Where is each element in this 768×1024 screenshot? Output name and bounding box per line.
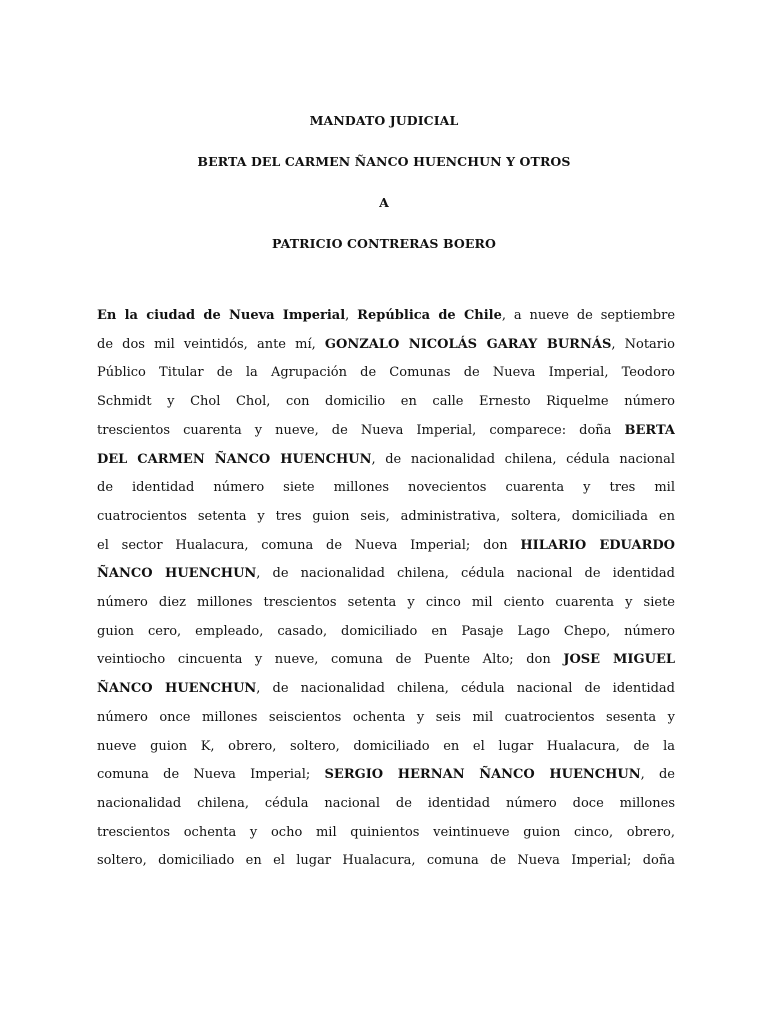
body-line: de identidad número siete millones novecientos cuarenta y tres mil <box>97 480 675 496</box>
body-line <box>97 446 675 475</box>
text-run: de dos mil veintidós, ante mí, <box>97 336 325 352</box>
body-line <box>97 302 675 331</box>
document-body <box>97 302 675 876</box>
text-run: comuna de Nueva Imperial; <box>97 767 325 783</box>
body-line: número diez millones trescientos setenta y cinco mil ciento cuarenta y siete <box>97 595 675 611</box>
text-run: el sector Hualacura, comuna de Nueva Imperial; don <box>97 537 521 553</box>
document-title: MANDATO JUDICIAL <box>309 113 459 128</box>
body-line <box>97 560 675 589</box>
text-run: , de nacionalidad chilena, cédula nacional <box>371 451 675 467</box>
body-line <box>97 675 675 704</box>
bold-phrase: GONZALO NICOLÁS GARAY BURNÁS <box>324 336 612 352</box>
bold-phrase: República de Chile <box>357 308 502 323</box>
body-line <box>97 646 675 675</box>
bold-phrase: BERTA <box>624 422 675 438</box>
connector-heading: A <box>379 195 389 210</box>
parties-heading: BERTA DEL CARMEN ÑANCO HUENCHUN Y OTROS <box>197 154 571 169</box>
bold-phrase: JOSE MIGUEL <box>563 652 675 668</box>
body-line <box>97 417 675 446</box>
body-line <box>97 331 675 360</box>
text-run: , de nacionalidad chilena, cédula nacional de identidad <box>256 681 675 697</box>
text-run: veintiocho cincuenta y nueve, comuna de Puente Alto; don <box>97 652 564 668</box>
body-line: guion cero, empleado, casado, domiciliado en Pasaje Lago Chepo, número <box>97 623 675 639</box>
bold-phrase: SERGIO HERNAN ÑANCO HUENCHUN <box>324 767 641 783</box>
text-run: , a nueve de septiembre <box>501 308 675 323</box>
bold-phrase: HILARIO EDUARDO <box>520 537 675 553</box>
body-line: trescientos ochenta y ocho mil quinientos veintinueve guion cinco, obrero, <box>97 824 675 840</box>
body-line: Schmidt y Chol Chol, con domicilio en calle Ernesto Riquelme número <box>97 394 675 410</box>
text-run: , de nacionalidad chilena, cédula nacional de identidad <box>256 566 675 582</box>
body-line: cuatrocientos setenta y tres guion seis, administrativa, soltera, domiciliada en <box>97 508 675 524</box>
text-run: , de <box>640 767 675 783</box>
bold-phrase: ÑANCO HUENCHUN <box>97 681 257 697</box>
body-line: Público Titular de la Agrupación de Comunas de Nueva Imperial, Teodoro <box>97 365 675 381</box>
body-line: soltero, domiciliado en el lugar Hualacura, comuna de Nueva Imperial; doña <box>97 853 675 869</box>
body-line: nacionalidad chilena, cédula nacional de identidad número doce millones <box>97 795 675 811</box>
text-run: trescientos cuarenta y nueve, de Nueva Imperial, comparece: doña <box>97 422 625 438</box>
body-line: nueve guion K, obrero, soltero, domiciliado en el lugar Hualacura, de la <box>97 738 675 754</box>
text-run: , Notario <box>611 336 675 352</box>
body-line: número once millones seiscientos ochenta y seis mil cuatrocientos sesenta y <box>97 709 675 725</box>
body-line <box>97 761 675 790</box>
attorney-heading: PATRICIO CONTRERAS BOERO <box>272 236 496 251</box>
bold-phrase: ÑANCO HUENCHUN <box>97 566 257 582</box>
bold-phrase: En la ciudad de Nueva Imperial <box>97 308 346 323</box>
text-run: , <box>345 308 358 323</box>
body-line <box>97 532 675 561</box>
bold-phrase: DEL CARMEN ÑANCO HUENCHUN <box>97 451 372 467</box>
